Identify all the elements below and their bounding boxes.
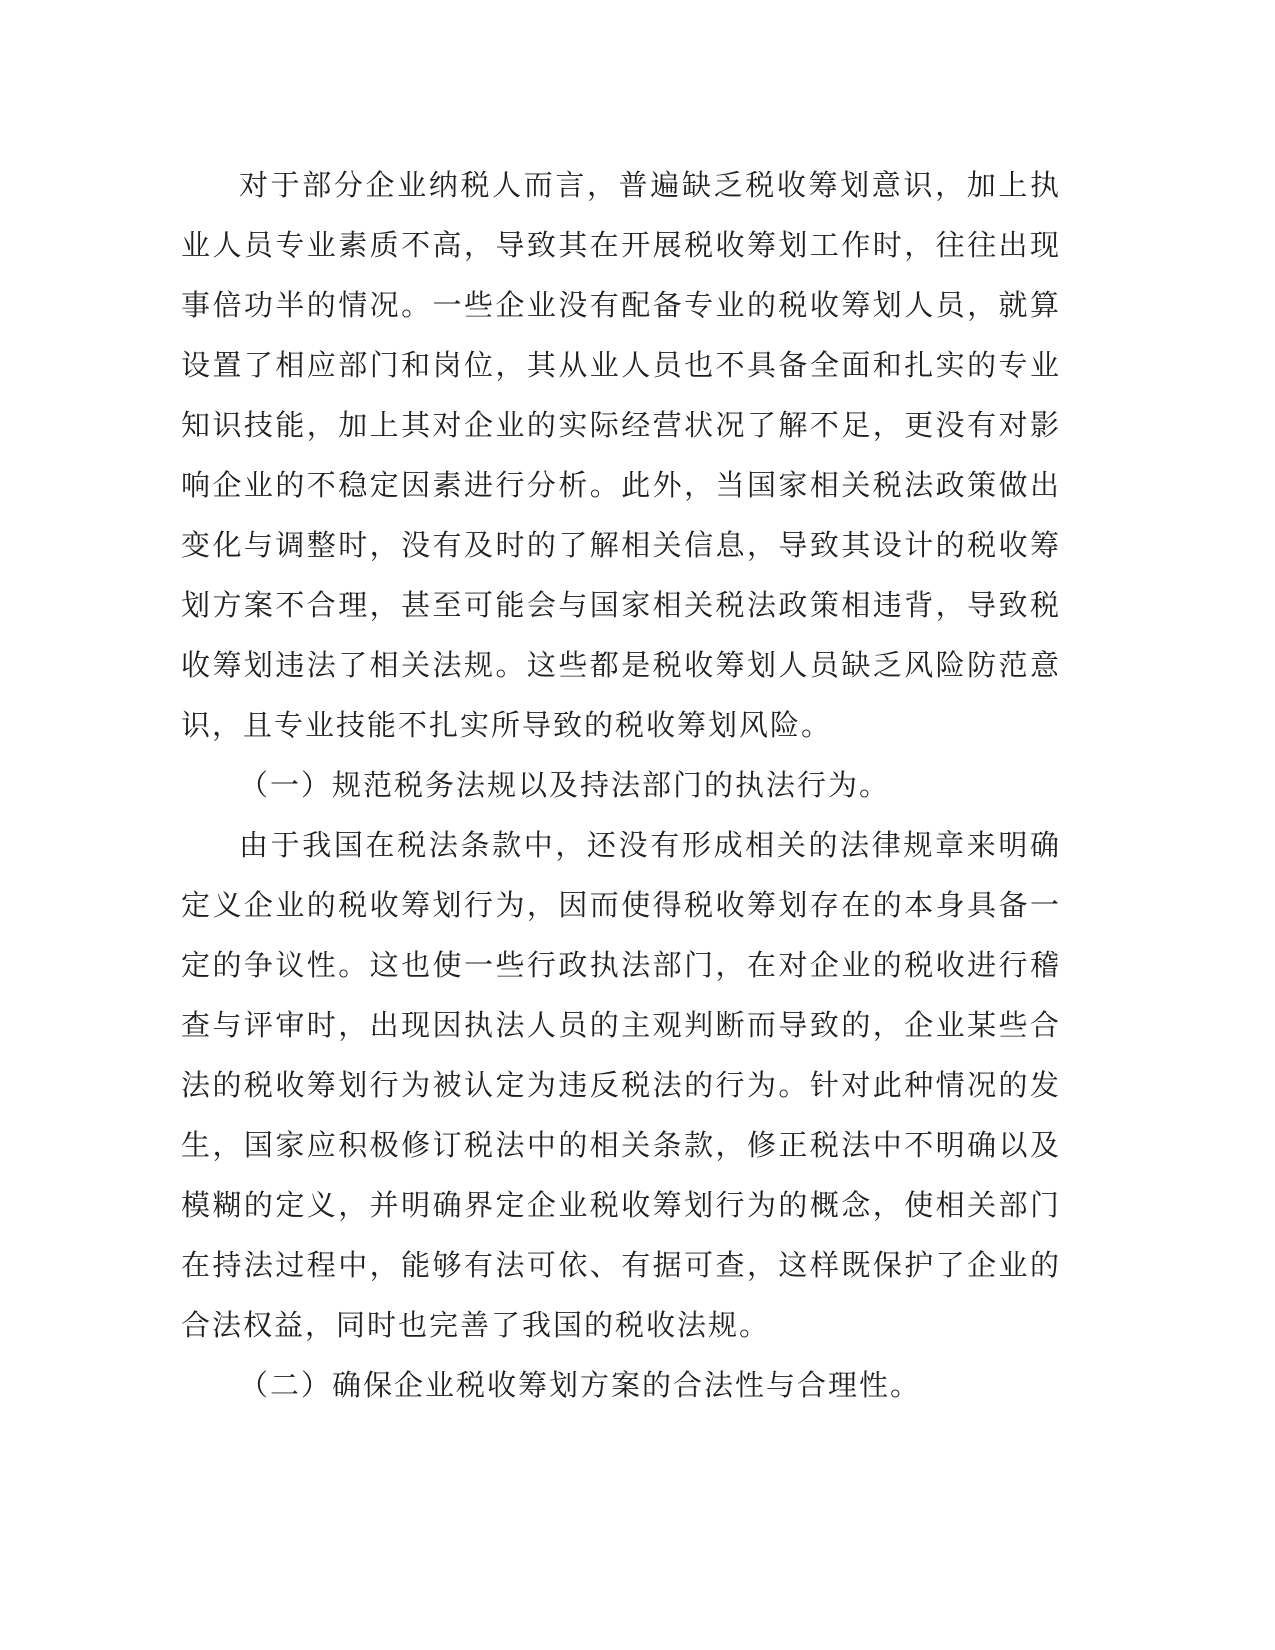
paragraph-tax-law-regulation: 由于我国在税法条款中，还没有形成相关的法律规章来明确定义企业的税收筹划行为，因而使得税收筹划存在的本身具备一定的争议性。这也使一些行政执法部门，在对企业的税收进行稽查与评审时，出现因执法人员的主观判断而导致的，企业某些合法的税收筹划行为被认定为违反税法的行为。针对此种情况的发生，国家应积极修订税法中的相关条款，修正税法中不明确以及模糊的定义，并明确界定企业税收筹划行为的概念，使相关部门在持法过程中，能够有法可依、有据可查，这样既保护了企业的合法权益，同时也完善了我国的税收法规。 xyxy=(181,828,1061,1342)
paragraph-risk-awareness: 对于部分企业纳税人而言，普遍缺乏税收筹划意识，加上执业人员专业素质不高，导致其在开展税收筹划工作时，往往出现事倍功半的情况。一些企业没有配备专业的税收筹划人员，就算设置了相应部门和岗位，其从业人员也不具备全面和扎实的专业知识技能，加上其对企业的实际经营状况了解不足，更没有对影响企业的不稳定因素进行分析。此外，当国家相关税法政策做出变化与调整时，没有及时的了解相关信息，导致其设计的税收筹划方案不合理，甚至可能会与国家相关税法政策相违背，导致税收筹划违法了相关法规。这些都是税收筹划人员缺乏风险防范意识，且专业技能不扎实所导致的税收筹划风险。 xyxy=(181,168,1061,742)
section-heading-2: （二）确保企业税收筹划方案的合法性与合理性。 xyxy=(239,1368,922,1402)
document-body xyxy=(181,155,1061,1415)
section-heading-1: （一）规范税务法规以及持法部门的执法行为。 xyxy=(239,768,891,802)
